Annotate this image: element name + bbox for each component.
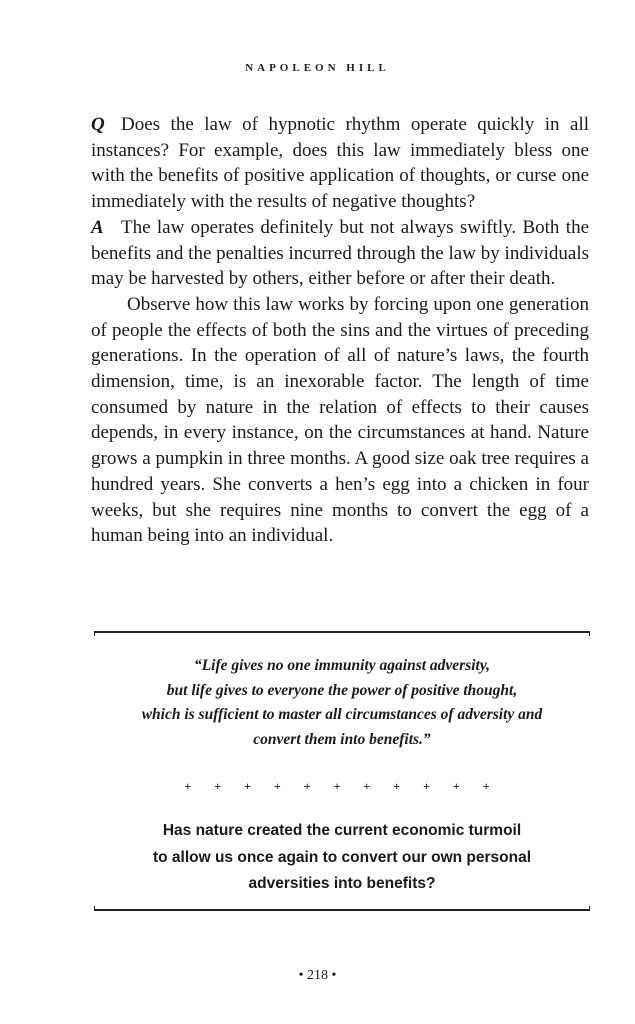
question-line: Has nature created the current economic turmoil (162, 822, 522, 839)
running-head: NAPOLEON HILL (245, 62, 390, 74)
question-line: adversities into benefits? (248, 875, 436, 893)
question-marker: Q (91, 114, 105, 135)
callout-top-rule (94, 631, 590, 633)
callout-question (94, 818, 590, 898)
quote-line: but life gives to everyone the power of positive thought, (166, 681, 518, 699)
answer-text: The law operates definitely but not always swiftly. Both the benefits and the penalties incurred through the law by individuals may be harvested by others, either before or after their death. (91, 216, 589, 290)
question-paragraph (91, 112, 589, 215)
quote-line: which is sufficient to master all circumstances of adversity and (141, 706, 543, 724)
answer-marker: A (91, 216, 104, 238)
body-text (91, 112, 589, 549)
page-number: • 218 • (298, 968, 337, 983)
callout-bottom-rule (94, 909, 590, 911)
quote-line: convert them into benefits.” (253, 730, 431, 748)
question-line: to allow us once again to convert our own personal (152, 848, 532, 866)
quote-line: “Life gives no one immunity against adversity, (193, 657, 491, 674)
answer-paragraph (91, 215, 589, 292)
question-text: Does the law of hypnotic rhythm operate quickly in all instances? For example, does this law immediately bless one with the benefits of positive application of thoughts, or curse one immediately with the results of negative thoughts? (91, 114, 589, 213)
callout-quote (94, 654, 590, 752)
answer-paragraph-2: Observe how this law works by forcing upon one generation of people the effects of both the sins and the virtues of preceding generations. In the operation of all of nature’s laws, the fourth dimension, time, is an inexorable factor. The length of time consumed by nature in the relation of effects to their causes depends, in every instance, on the circumstances at hand. Nature grows a pumpkin in three months. A good size oak tree requires a hundred years. She converts a hen’s egg into a chicken in four weeks, but she requires nine months to convert the egg of a human being into an individual. (91, 293, 589, 547)
ornament-divider: + + + + + + + + + + + (184, 779, 500, 793)
